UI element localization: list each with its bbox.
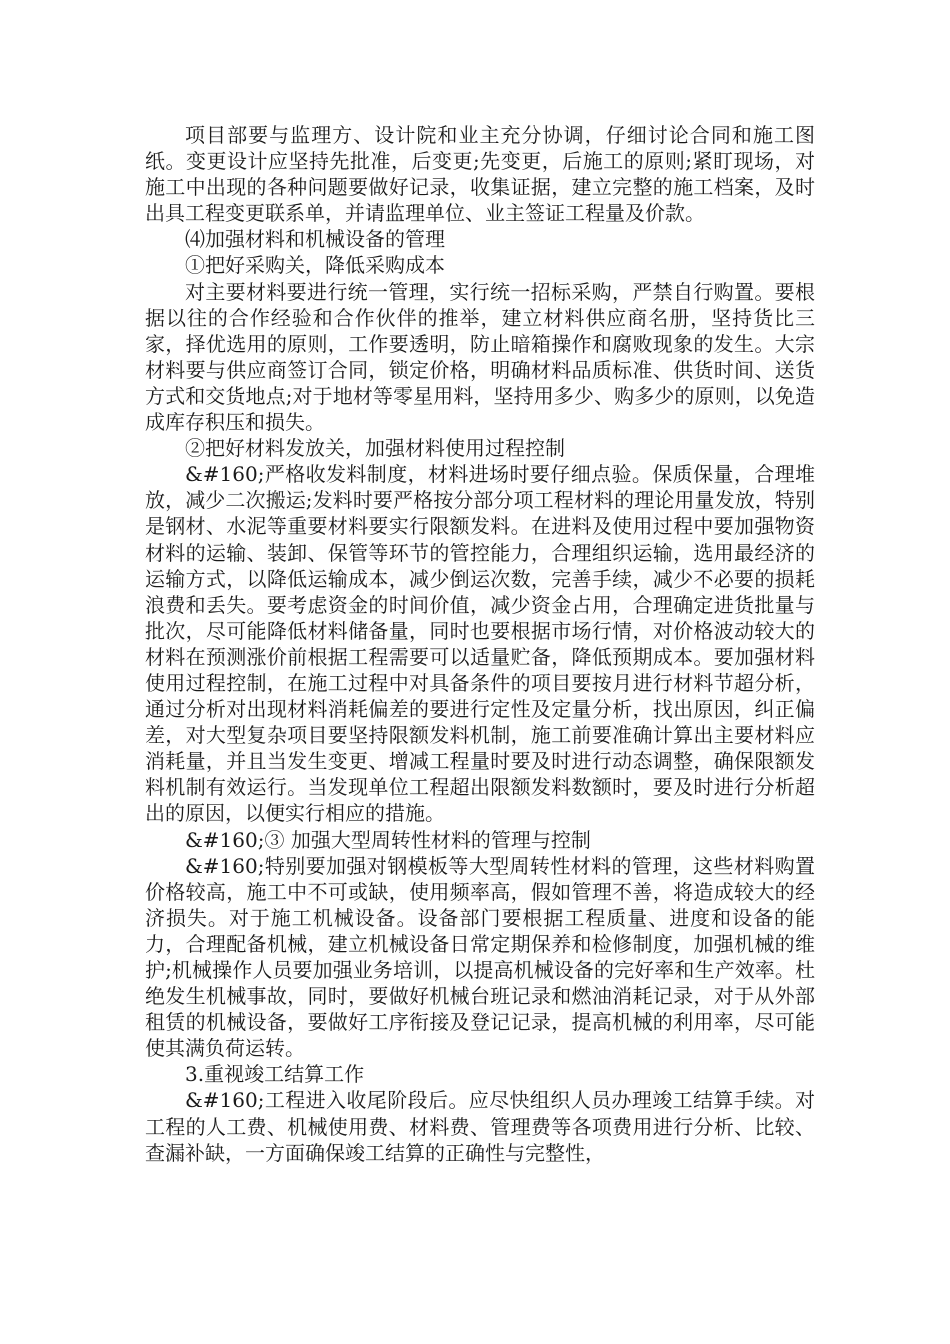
section-heading-materials-equipment: ⑷加强材料和机械设备的管理 <box>185 227 445 252</box>
document-body <box>145 122 815 1166</box>
paragraph-revolving-materials: &#160;特别要加强对钢模板等大型周转性材料的管理，这些材料购置价格较高，施工中不可或缺，使用频率高，假如管理不善，将造成较大的经济损失。对于施工机械设备。设备部门要根据工程质量、进度和设备的能力，合理配备机械，建立机械设备日常定期保养和检修制度，加强机械的维护;机械操作人员要加强业务培训，以提高机械设备的完好率和生产效率。杜绝发生机械事故，同时，要做好机械台班记录和燃油消耗记录，对于从外部租赁的机械设备，要做好工序衔接及登记记录，提高机械的利用率，尽可能使其满负荷运转。 <box>145 853 815 1061</box>
subheading-material-issuance: ②把好材料发放关，加强材料使用过程控制 <box>185 436 565 461</box>
subheading-revolving-materials: &#160;③ 加强大型周转性材料的管理与控制 <box>185 827 591 852</box>
paragraph-contract-coordination: 项目部要与监理方、设计院和业主充分协调，仔细讨论合同和施工图纸。变更设计应坚持先批准，后变更;先变更，后施工的原则;紧盯现场，对施工中出现的各种问题要做好记录，收集证据，建立完整的施工档案，及时出具工程变更联系单，并请监理单位、业主签证工程量及价款。 <box>145 123 815 226</box>
subheading-procurement: ①把好采购关，降低采购成本 <box>185 253 445 278</box>
paragraph-material-issuance: &#160;严格收发料制度，材料进场时要仔细点验。保质保量，合理堆放，减少二次搬运;发料时要严格按分部分项工程材料的理论用量发放，特别是钢材、水泥等重要材料要实行限额发料。在进料及使用过程中要加强物资材料的运输、装卸、保管等环节的管控能力，合理组织运输，选用最经济的运输方式，以降低运输成本，减少倒运次数，完善手续，减少不必要的损耗浪费和丢失。要考虑资金的时间价值，减少资金占用，合理确定进货批量与批次，尽可能降低材料储备量，同时也要根据市场行情，对价格波动较大的材料在预测涨价前根据工程需要可以适量贮备，降低预期成本。要加强材料使用过程控制，在施工过程中对具备条件的项目要按月进行材料节超分析，通过分析对出现材料消耗偏差的要进行定性及定量分析，找出原因，纠正偏差，对大型复杂项目要坚持限额发料机制，施工前要准确计算出主要材料应消耗量，并且当发生变更、增减工程量时要及时进行动态调整，确保限额发料机制有效运行。当发现单位工程超出限额发料数额时，要及时进行分析超出的原因，以便实行相应的措施。 <box>145 462 815 826</box>
paragraph-procurement: 对主要材料要进行统一管理，实行统一招标采购，严禁自行购置。要根据以往的合作经验和合作伙伴的推举，建立材料供应商名册，坚持货比三家，择优选用的原则，工作要透明，防止暗箱操作和腐败现象的发生。大宗材料要与供应商签订合同，锁定价格，明确材料品质标准、供货时间、送货方式和交货地点;对于地材等零星用料，坚持用多少、购多少的原则，以免造成库存积压和损失。 <box>145 279 815 435</box>
paragraph-final-settlement: &#160;工程进入收尾阶段后。应尽快组织人员办理竣工结算手续。对工程的人工费、机械使用费、材料费、管理费等各项费用进行分析、比较、查漏补缺，一方面确保竣工结算的正确性与完整性， <box>145 1088 815 1165</box>
section-heading-final-settlement: 3.重视竣工结算工作 <box>185 1062 365 1087</box>
